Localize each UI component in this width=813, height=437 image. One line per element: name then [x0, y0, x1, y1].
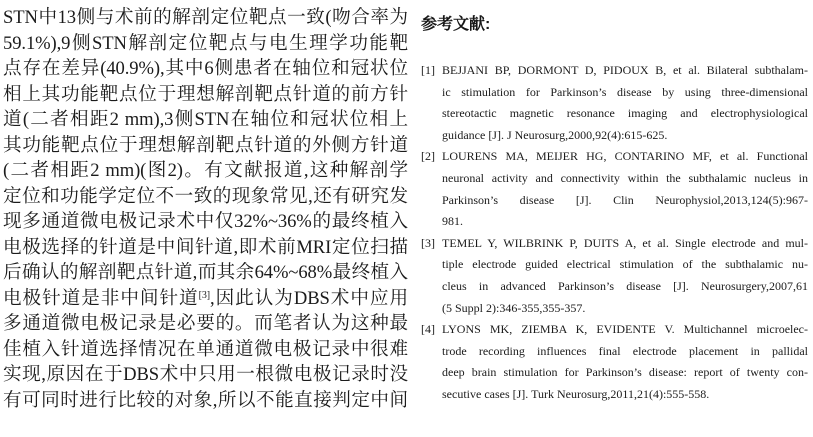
body-text-line: 道(二者相距2 mm),3侧STN在轴位和冠状位相上: [3, 109, 408, 130]
body-text-line: [3, 286, 408, 312]
citation-superscript-3: [3]: [198, 289, 210, 301]
body-text-line: STN中13侧与术前的解剖定位靶点一致(吻合率为: [3, 7, 408, 28]
reference-line: stereotactic magnetic resonance imaging and electrophysiological: [442, 106, 808, 121]
body-text-line: 59.1%),9侧STN解剖定位靶点与电生理学功能靶: [3, 32, 408, 54]
reference-line: trode recording influences final electrode placement in pallidal: [442, 343, 808, 358]
body-text-line: 定位和功能学定位不一致的现象常见,还有研究发: [3, 185, 408, 207]
body-text-segment: ,因此认为DBS术中应用: [210, 287, 408, 309]
reference-entry-1: [421, 60, 808, 146]
reference-text: LYONS MK, ZIEMBA K, EVIDENTE V. Multichannel microelec-: [442, 322, 808, 337]
reference-entry-3: [421, 233, 808, 319]
references-column: [421, 14, 808, 406]
reference-number: [3]: [421, 235, 435, 250]
reference-text: LOURENS MA, MEIJER HG, CONTARINO MF, et al. Functional: [442, 149, 808, 164]
article-text-column: [3, 5, 408, 413]
reference-line: [421, 60, 808, 82]
body-text-line: 电极选择的针道是中间针道,即术前MRI定位扫描: [3, 236, 408, 258]
reference-line: 981.: [442, 214, 463, 229]
reference-number: [4]: [421, 322, 435, 337]
reference-line: [421, 319, 808, 341]
body-text-line: 实现,原因在于DBS术中只用一根微电极记录时没: [3, 364, 408, 385]
reference-line: guidance [J]. J Neurosurg,2000,92(4):615-625.: [442, 127, 668, 142]
reference-line: (5 Suppl 2):346-355,355-357.: [442, 300, 586, 315]
reference-line: tiple electrode guided electrical stimulation of the subthalamic nu-: [442, 257, 808, 272]
reference-line: Parkinson’s disease [J]. Clin Neurophysiol,2013,124(5):967-: [442, 192, 808, 207]
reference-line: cleus in advanced Parkinson’s disease [J]. Neurosurgery,2007,61: [442, 278, 808, 293]
reference-text: TEMEL Y, WILBRINK P, DUITS A, et al. Single electrode and mul-: [442, 235, 808, 250]
body-text-line: 其功能靶点位于理想解剖靶点针道的外侧方针道: [3, 134, 408, 156]
reference-entry-4: [421, 319, 808, 405]
body-text-line: 点存在差异(40.9%),其中6侧患者在轴位和冠状位: [3, 58, 408, 79]
body-text-line: 相上其功能靶点位于理想解剖靶点针道的前方针: [3, 83, 408, 105]
body-text-line: 佳植入针道选择情况在单通道微电极记录中很难: [3, 338, 408, 360]
body-text-line: 现多通道微电极记录术中仅32%~36%的最终植入: [3, 211, 408, 232]
references-heading: 参考文献:: [421, 16, 491, 33]
reference-number: [2]: [421, 149, 435, 164]
reference-line: neuronal activity and connectivity within the subthalamic nucleus in: [442, 170, 808, 185]
body-text-segment: 电极针道是非中间针道: [3, 287, 199, 309]
reference-line: [421, 233, 808, 255]
reference-entry-2: [421, 146, 808, 232]
reference-number: [1]: [421, 63, 435, 77]
reference-text: BEJJANI BP, DORMONT D, PIDOUX B, et al. Bilateral subthalam-: [442, 63, 808, 77]
body-text-line: 后确认的解剖靶点针道,而其余64%~68%最终植入: [3, 262, 408, 283]
body-text-line: (二者相距2 mm)(图2)。有文献报道,这种解剖学: [3, 160, 408, 181]
reference-line: [421, 146, 808, 168]
body-text-line: 多通道微电极记录是必要的。而笔者认为这种最: [3, 313, 408, 334]
reference-line: ic stimulation for Parkinson’s disease by using three-dimensional: [442, 84, 808, 99]
reference-line: deep brain stimulation for Parkinson’s disease: report of twenty con-: [442, 365, 808, 380]
body-text-line: 有可同时进行比较的对象,所以不能直接判定中间: [3, 389, 408, 411]
reference-line: secutive cases [J]. Turk Neurosurg,2011,21(4):555-558.: [442, 386, 710, 401]
